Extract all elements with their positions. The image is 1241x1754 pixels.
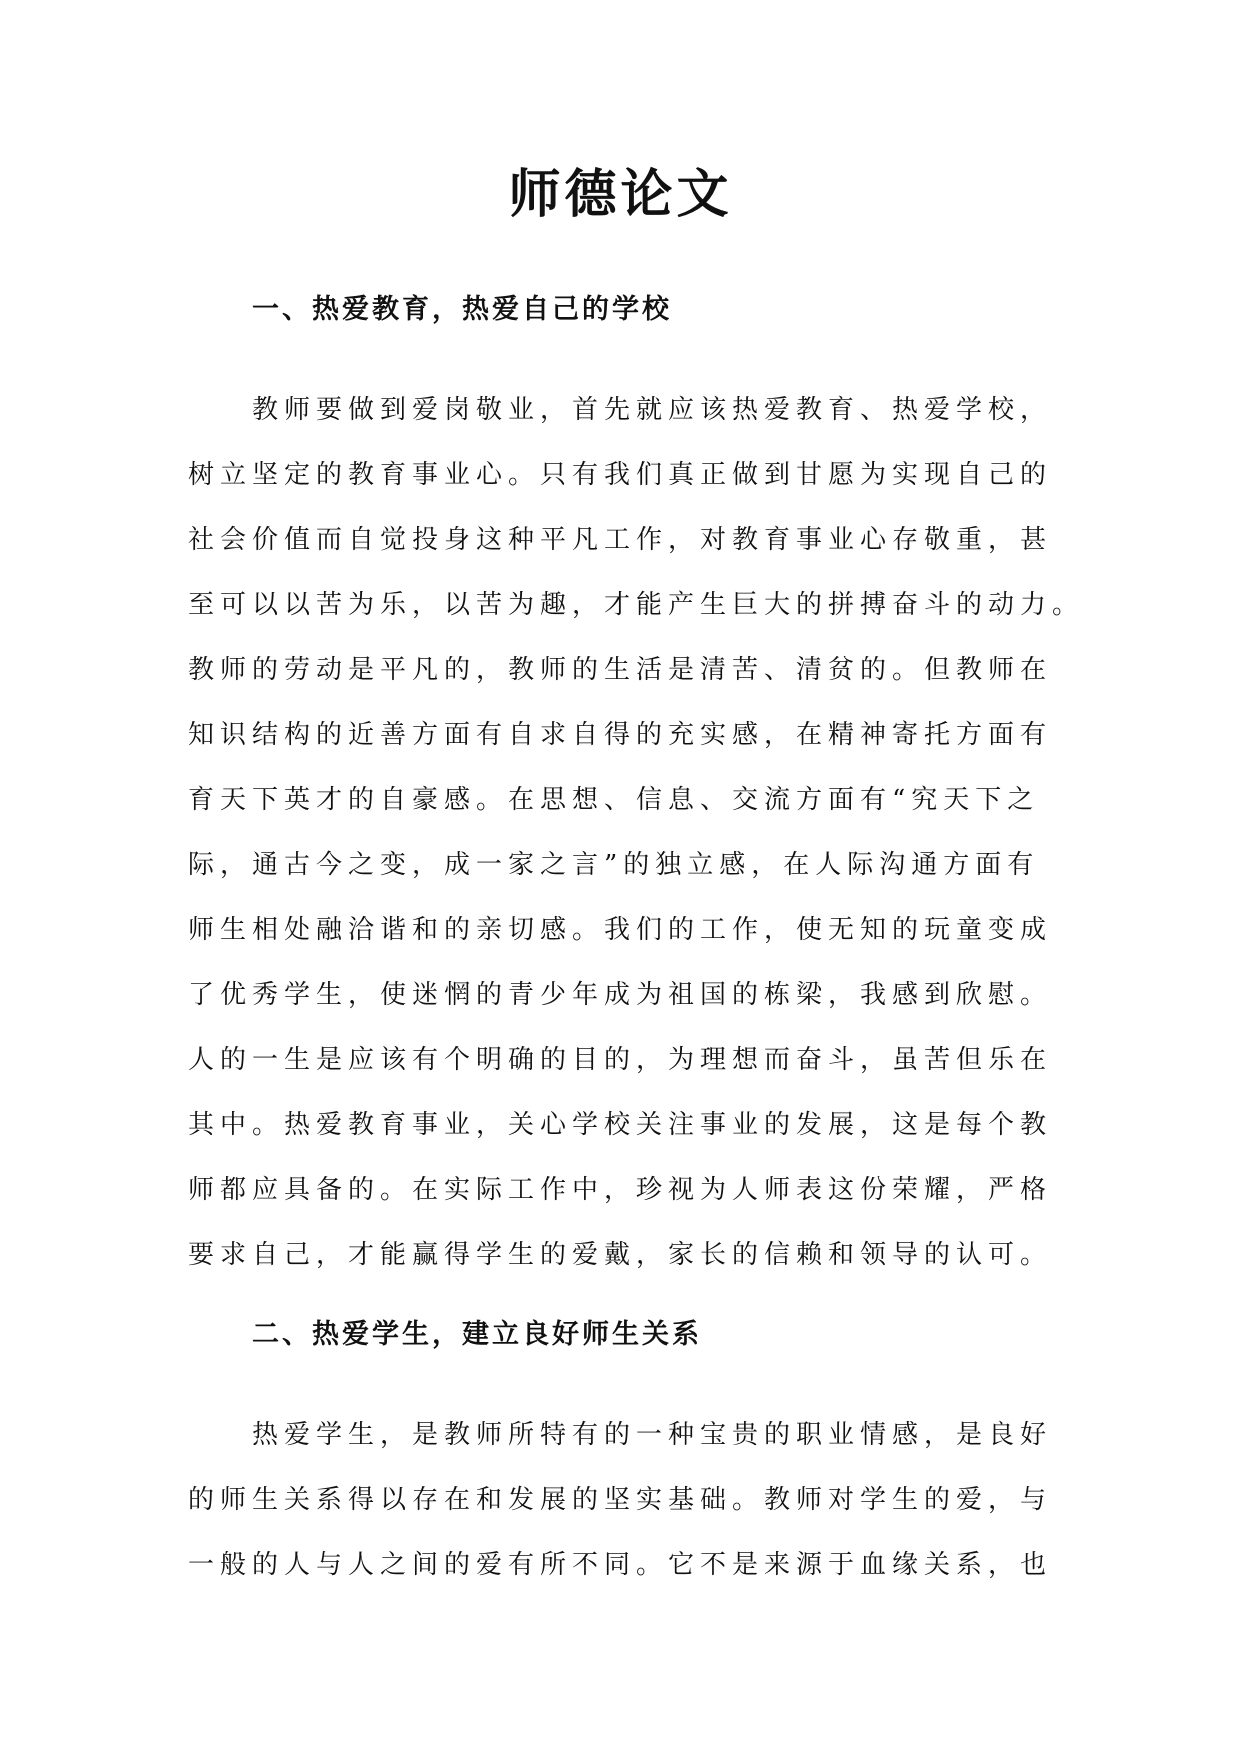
paragraph-line: 知识结构的近善方面有自求自得的充实感，在精神寄托方面有 xyxy=(188,720,1053,750)
paragraph-line: 树立坚定的教育事业心。只有我们真正做到甘愿为实现自己的 xyxy=(188,460,1053,490)
paragraph-line: 的师生关系得以存在和发展的坚实基础。教师对学生的爱，与 xyxy=(188,1485,1053,1515)
paragraph-line: 至可以以苦为乐，以苦为趣，才能产生巨大的拼搏奋斗的动力。 xyxy=(188,590,1085,620)
paragraph-line: 了优秀学生，使迷惘的青少年成为祖国的栋梁，我感到欣慰。 xyxy=(188,980,1053,1010)
paragraph-line: 教师的劳动是平凡的，教师的生活是清苦、清贫的。但教师在 xyxy=(188,655,1053,685)
document-title: 师德论文 xyxy=(508,164,733,225)
paragraph-line: 热爱学生，是教师所特有的一种宝贵的职业情感，是良好 xyxy=(252,1420,1053,1450)
paragraph-line: 社会价值而自觉投身这种平凡工作，对教育事业心存敬重，甚 xyxy=(188,525,1053,555)
paragraph-line: 际，通古今之变，成一家之言”的独立感，在人际沟通方面有 xyxy=(188,850,1040,880)
paragraph-line: 要求自己，才能赢得学生的爱戴，家长的信赖和领导的认可。 xyxy=(188,1240,1053,1270)
section-heading-1: 一、热爱教育，热爱自己的学校 xyxy=(252,294,672,325)
section-heading-2: 二、热爱学生，建立良好师生关系 xyxy=(252,1319,702,1350)
paragraph-line: 教师要做到爱岗敬业，首先就应该热爱教育、热爱学校， xyxy=(252,395,1053,425)
paragraph-line: 育天下英才的自豪感。在思想、信息、交流方面有“究天下之 xyxy=(188,785,1040,815)
paragraph-line: 师生相处融洽谐和的亲切感。我们的工作，使无知的玩童变成 xyxy=(188,915,1053,945)
section-1-paragraph xyxy=(188,378,1085,1288)
paragraph-line: 人的一生是应该有个明确的目的，为理想而奋斗，虽苦但乐在 xyxy=(188,1045,1053,1075)
paragraph-line: 一般的人与人之间的爱有所不同。它不是来源于血缘关系，也 xyxy=(188,1550,1053,1580)
paragraph-line: 师都应具备的。在实际工作中，珍视为人师表这份荣耀，严格 xyxy=(188,1175,1053,1205)
section-2-paragraph xyxy=(188,1403,1058,1598)
paragraph-line: 其中。热爱教育事业，关心学校关注事业的发展，这是每个教 xyxy=(188,1110,1053,1140)
